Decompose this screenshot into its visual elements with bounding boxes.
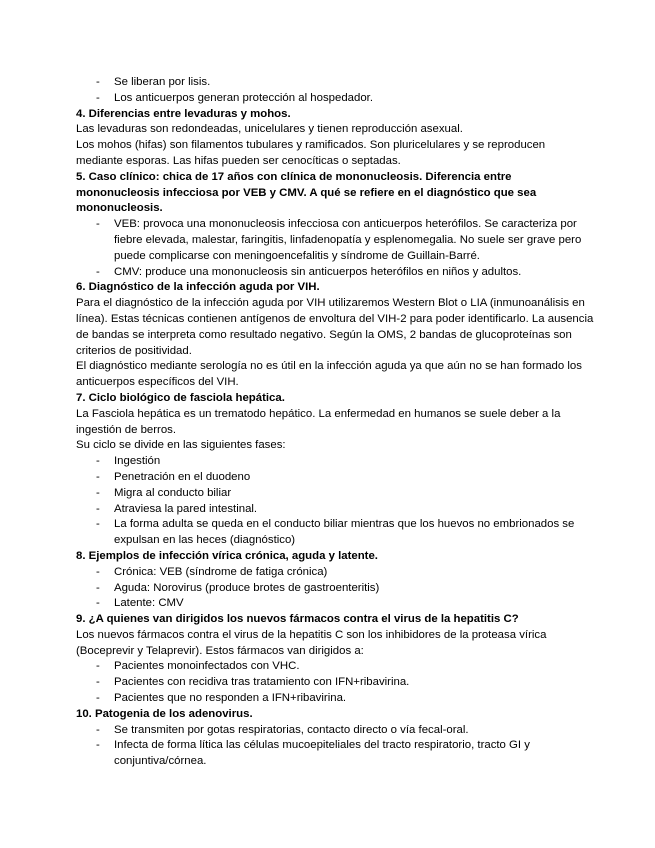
list-item: [76, 91, 595, 107]
list-item: [76, 738, 595, 770]
list-item: [76, 565, 595, 581]
list-item: [76, 723, 595, 739]
list-item: [76, 75, 595, 91]
section-heading: 10. Patogenia de los adenovirus.: [76, 707, 253, 720]
list-item: [76, 454, 595, 470]
list-item: [76, 486, 595, 502]
paragraph: La Fasciola hepática es un trematodo hepático. La enfermedad en humanos se suele deber a la ingestión de berros.: [76, 407, 561, 436]
list-item: [76, 581, 595, 597]
list-item: [76, 596, 595, 612]
dash-bullet-icon: -: [96, 676, 100, 689]
section-heading: 4. Diferencias entre levaduras y mohos.: [76, 107, 291, 120]
section-heading: 6. Diagnóstico de la infección aguda por VIH.: [76, 281, 320, 294]
list-item-text: La forma adulta se queda en el conducto biliar mientras que los huevos no embrionados se expulsan en las heces (diagnóstico): [114, 518, 575, 547]
list-item-text: CMV: produce una mononucleosis sin anticuerpos heterófilos en niños y adultos.: [114, 265, 522, 278]
list-item: [76, 470, 595, 486]
list-item-text: Penetración en el duodeno: [114, 470, 251, 483]
section-heading: 9. ¿A quienes van dirigidos los nuevos fármacos contra el virus de la hepatitis C?: [76, 613, 519, 626]
list-item-text: Latente: CMV: [114, 597, 184, 610]
paragraph: Los mohos (hifas) son filamentos tubulares y ramificados. Son pluricelulares y se reproducen mediante esporas. Las hifas pueden ser cenocíticas o septadas.: [76, 139, 546, 167]
section-heading: 7. Ciclo biológico de fasciola hepática.: [76, 391, 285, 404]
list-item-text: Pacientes que no responden a IFN+ribavirina.: [114, 692, 347, 705]
list-item-text: Los anticuerpos generan protección al hospedador.: [114, 91, 374, 104]
list-item-text: Se liberan por lisis.: [114, 76, 211, 88]
list-item: [76, 265, 595, 281]
list-item-text: Pacientes monoinfectados con VHC.: [114, 660, 300, 673]
list-item-text: Pacientes con recidiva tras tratamiento con IFN+ribavirina.: [114, 676, 410, 689]
dash-bullet-icon: -: [96, 502, 100, 515]
paragraph: Las levaduras son redondeadas, unicelulares y tienen reproducción asexual.: [76, 123, 463, 136]
paragraph: Su ciclo se divide en las siguientes fases:: [76, 439, 286, 452]
list-item-text: Aguda: Norovirus (produce brotes de gastroenteritis): [114, 581, 380, 594]
bullet-list: [76, 217, 595, 280]
bullet-list: [76, 565, 595, 612]
dash-bullet-icon: -: [96, 218, 100, 231]
dash-bullet-icon: -: [96, 518, 100, 531]
dash-bullet-icon: -: [96, 692, 100, 705]
list-item: [76, 659, 595, 675]
paragraph: El diagnóstico mediante serología no es útil en la infección aguda ya que aún no se han formado los anticuerpos específicos del VIH.: [76, 360, 582, 389]
dash-bullet-icon: -: [96, 470, 100, 483]
list-item-text: Atraviesa la pared intestinal.: [114, 502, 258, 515]
dash-bullet-icon: -: [96, 597, 100, 610]
dash-bullet-icon: -: [96, 660, 100, 673]
section-heading: 8. Ejemplos de infección vírica crónica, aguda y latente.: [76, 549, 378, 562]
dash-bullet-icon: -: [96, 581, 100, 594]
dash-bullet-icon: -: [96, 91, 100, 104]
list-item: [76, 517, 595, 549]
list-item: [76, 691, 595, 707]
list-item-text: Crónica: VEB (síndrome de fatiga crónica): [114, 565, 328, 578]
paragraph: Los nuevos fármacos contra el virus de la hepatitis C son los inhibidores de la proteasa vírica (Boceprevir y Telaprevir). Estos fármacos van dirigidos a:: [76, 628, 547, 657]
section-heading: 5. Caso clínico: chica de 17 años con clínica de mononucleosis. Diferencia entre mononucleosis infecciosa por VEB y CMV. A qué se refiere en el diagnóstico que sea mononucleosis.: [76, 170, 537, 215]
bullet-list: [76, 75, 595, 107]
list-item: [76, 217, 595, 264]
list-item: [76, 502, 595, 518]
dash-bullet-icon: -: [96, 265, 100, 278]
list-item-text: Se transmiten por gotas respiratorias, contacto directo o vía fecal-oral.: [114, 723, 469, 736]
dash-bullet-icon: -: [96, 486, 100, 499]
list-item-text: Migra al conducto biliar: [114, 486, 232, 499]
dash-bullet-icon: -: [96, 455, 100, 468]
dash-bullet-icon: -: [96, 723, 100, 736]
paragraph: Para el diagnóstico de la infección aguda por VIH utilizaremos Western Blot o LIA (inmunoanálisis en línea). Estas técnicas contienen antígenos de envoltura del VIH-2 para poder identificarlo. La ausencia de bandas se interpreta como resultado negativo. Según la OMS, 2 bandas de glucoproteínas son criterios de positividad.: [76, 297, 594, 357]
list-item-text: VEB: provoca una mononucleosis infecciosa con anticuerpos heterófilos. Se caracteriza por fiebre elevada, malestar, faringitis, linfadenopatía y esplenomegalia. No suele ser grave pero puede complicarse con meningoencefalitis y síndrome de Guillain-Barré.: [114, 218, 582, 262]
dash-bullet-icon: -: [96, 739, 100, 752]
dash-bullet-icon: -: [96, 565, 100, 578]
dash-bullet-icon: -: [96, 76, 100, 88]
bullet-list: [76, 454, 595, 549]
list-item-text: Ingestión: [114, 455, 161, 468]
bullet-list: [76, 659, 595, 706]
bullet-list: [76, 723, 595, 770]
list-item-text: Infecta de forma lítica las células mucoepiteliales del tracto respiratorio, tracto GI y conjuntiva/córnea.: [114, 739, 530, 768]
list-item: [76, 675, 595, 691]
